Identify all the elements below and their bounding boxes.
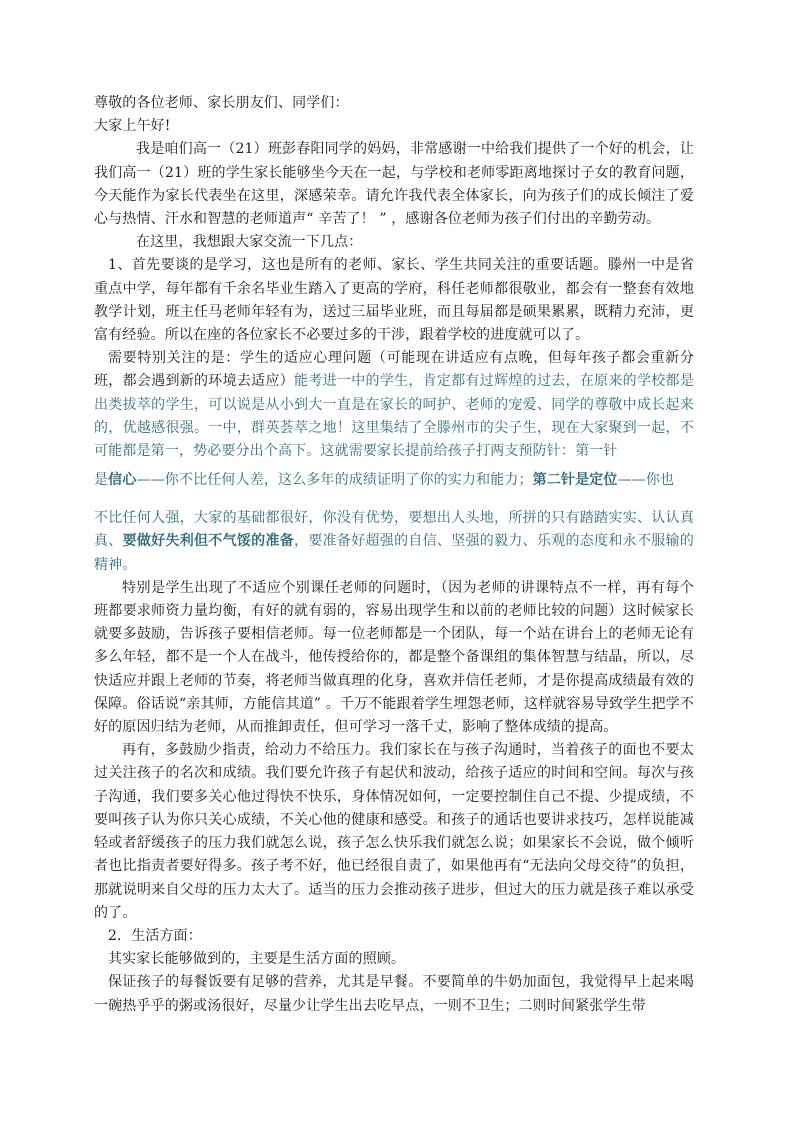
adaptation-confidence: 信心 (108, 472, 137, 489)
transition-paragraph: 在这里，我想跟大家交流一下几点： (136, 234, 363, 251)
intro-paragraph: 我是咱们高一（21）班彭春阳同学的妈妈，非常感谢一中给我们提供了一个好的机会，让我们高一（21）班的学生家长能够坐今天在一起，与学校和老师零距离地探讨子女的教育问题，今天能作为家长代表坐在这里，深感荣幸。请允许我代表全体家长，向为孩子们的成长倾注了爱心与热情、汗水和智慧的老师道声“ 辛苦了！ ” ，感谢各位老师为孩子们付出的辛勤劳动。 (94, 141, 694, 228)
adaptation-prep-bold: 要做好失利但不气馁的准备 (122, 533, 295, 550)
adaptation-prep-c: ，要准备好超强的自信、坚强的毅力、乐观的态度和永不服输的精神。 (94, 533, 694, 573)
adaptation-shot-prefix: 是 (94, 472, 109, 489)
adaptation-prep-a: 不比任何人强，大家的基础都很好，你没有优势，要想出人头地，所拼的只有踏踏实实、认认真真、 (94, 510, 694, 550)
pressure-paragraph: 再有，多鼓励少指责，给动力不给压力。我们家长在与孩子沟通时，当着孩子的面也不要太过关注孩子的名次和成绩。我们要允许孩子有起伏和波动，给孩子适应的时间和空间。每次与孩子沟通，我们要多关心他过得快不快乐，身体情况如何，一定要控制住自己不提、少提成绩，不要叫孩子认为你只关心成绩，不关心他的健康和感受。和孩子的通话也要讲求技巧，怎样说能减轻或者舒缓孩子的压力我们就怎么说，孩子怎么快乐我们就怎么说；如果家长不会说，做个倾听者也比指责者要好得多。孩子考不好，他已经很自责了，如果他再有“无法向父母交待”的负担，那就说明来自父母的压力太大了。适当的压力会推动孩子进步，但过大的压力就是孩子难以承受的了。 (94, 742, 694, 921)
adaptation-preparation (94, 507, 694, 577)
speech-body (94, 92, 694, 1018)
greeting: 大家上午好! (94, 118, 171, 135)
adaptation-positioning: 第二针是定位 (532, 472, 618, 489)
teacher-paragraph: 特别是学生出现了不适应个别课任老师的问题时，（因为老师的讲课特点不一样，再有每个班都要求师资力量均衡，有好的就有弱的，容易出现学生和以前的老师比较的问题）这时候家长就要多鼓励，告诉孩子要相信老师。每一位老师都是一个团队，每一个站在讲台上的老师无论有多么年轻，都不是一个人在战斗，他传授给你的，都是整个备课组的集体智慧与结晶，所以，尽快适应并跟上老师的节奏，将老师当做真理的化身，喜欢并信任老师，才是你提高成绩最有效的保障。俗话说“亲其师，方能信其道” 。千万不能跟着学生埋怨老师，这样就容易导致学生把学不好的原因归结为老师，从而推卸责任，但可学习一落千丈，影响了整体成绩的提高。 (94, 579, 694, 736)
point2-heading: 2．生活方面： (108, 927, 202, 944)
adaptation-teal-text: 能考进一中的学生，肯定都有过辉煌的过去，在原来的学校都是出类拔萃的学生，可以说是从小到大一直是在家长的呵护、老师的宠爱、同学的尊敬中成长起来的，优越感很强。一中，群英荟萃之地！这里集结了全滕州市的尖子生，现在大家聚到一起，不可能都是第一，势必要分出个高下。这就需要家长提前给孩子打两支预防针：第一针 (94, 373, 694, 460)
life-paragraph: 其实家长能够做到的，主要是生活方面的照顾。 (108, 951, 406, 968)
breakfast-paragraph: 保证孩子的每餐饭要有足够的营养，尤其是早餐。不要简单的牛奶加面包，我觉得早上起来喝一碗热乎乎的粥或汤很好，尽量少让学生出去吃早点，一则不卫生；二则时间紧张学生带 (94, 974, 694, 1014)
point1-paragraph: 1、首先要谈的是学习，这也是所有的老师、家长、学生共同关注的重要话题。滕州一中是省重点中学，每年都有千余名毕业生踏入了更高的学府，科任老师都很敬业，都会有一整套有效地教学计划，班主任马老师年轻有为，送过三届毕业班，而且每届都是硕果累累，既精力充沛，更富有经验。所以在座的各位家长不必要过多的干涉，跟着学校的进度就可以了。 (94, 257, 694, 344)
salutation: 尊敬的各位老师、家长朋友们、同学们： (94, 95, 349, 111)
adaptation-positioning-text: ——你也 (617, 472, 675, 489)
adaptation-paragraph (94, 347, 694, 463)
adaptation-intro: 需要特别关注的是：学生的适应心理问题（可能现在讲适应有点晚，但每年孩子都会重新分班，都会遇到新的环境去适应） (94, 350, 694, 390)
adaptation-shot-line (94, 463, 694, 497)
adaptation-confidence-text: ——你不比任何人差，这么多年的成绩证明了你的实力和能力； (136, 472, 533, 489)
